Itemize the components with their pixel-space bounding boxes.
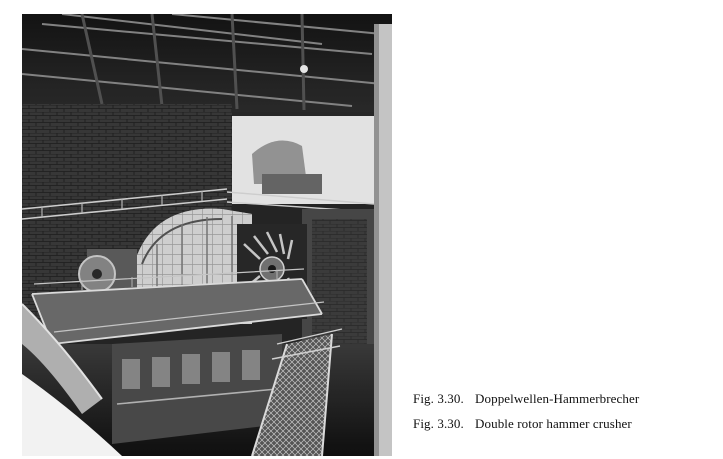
figure-caption-english [413,416,632,432]
figure-number: Fig. 3.30. [413,416,464,431]
caption-text: Doppelwellen-Hammerbrecher [475,391,640,406]
caption-text: Double rotor hammer crusher [475,416,632,431]
figure-caption-german [413,391,639,407]
crusher-photograph [22,14,392,456]
figure-number: Fig. 3.30. [413,391,464,406]
